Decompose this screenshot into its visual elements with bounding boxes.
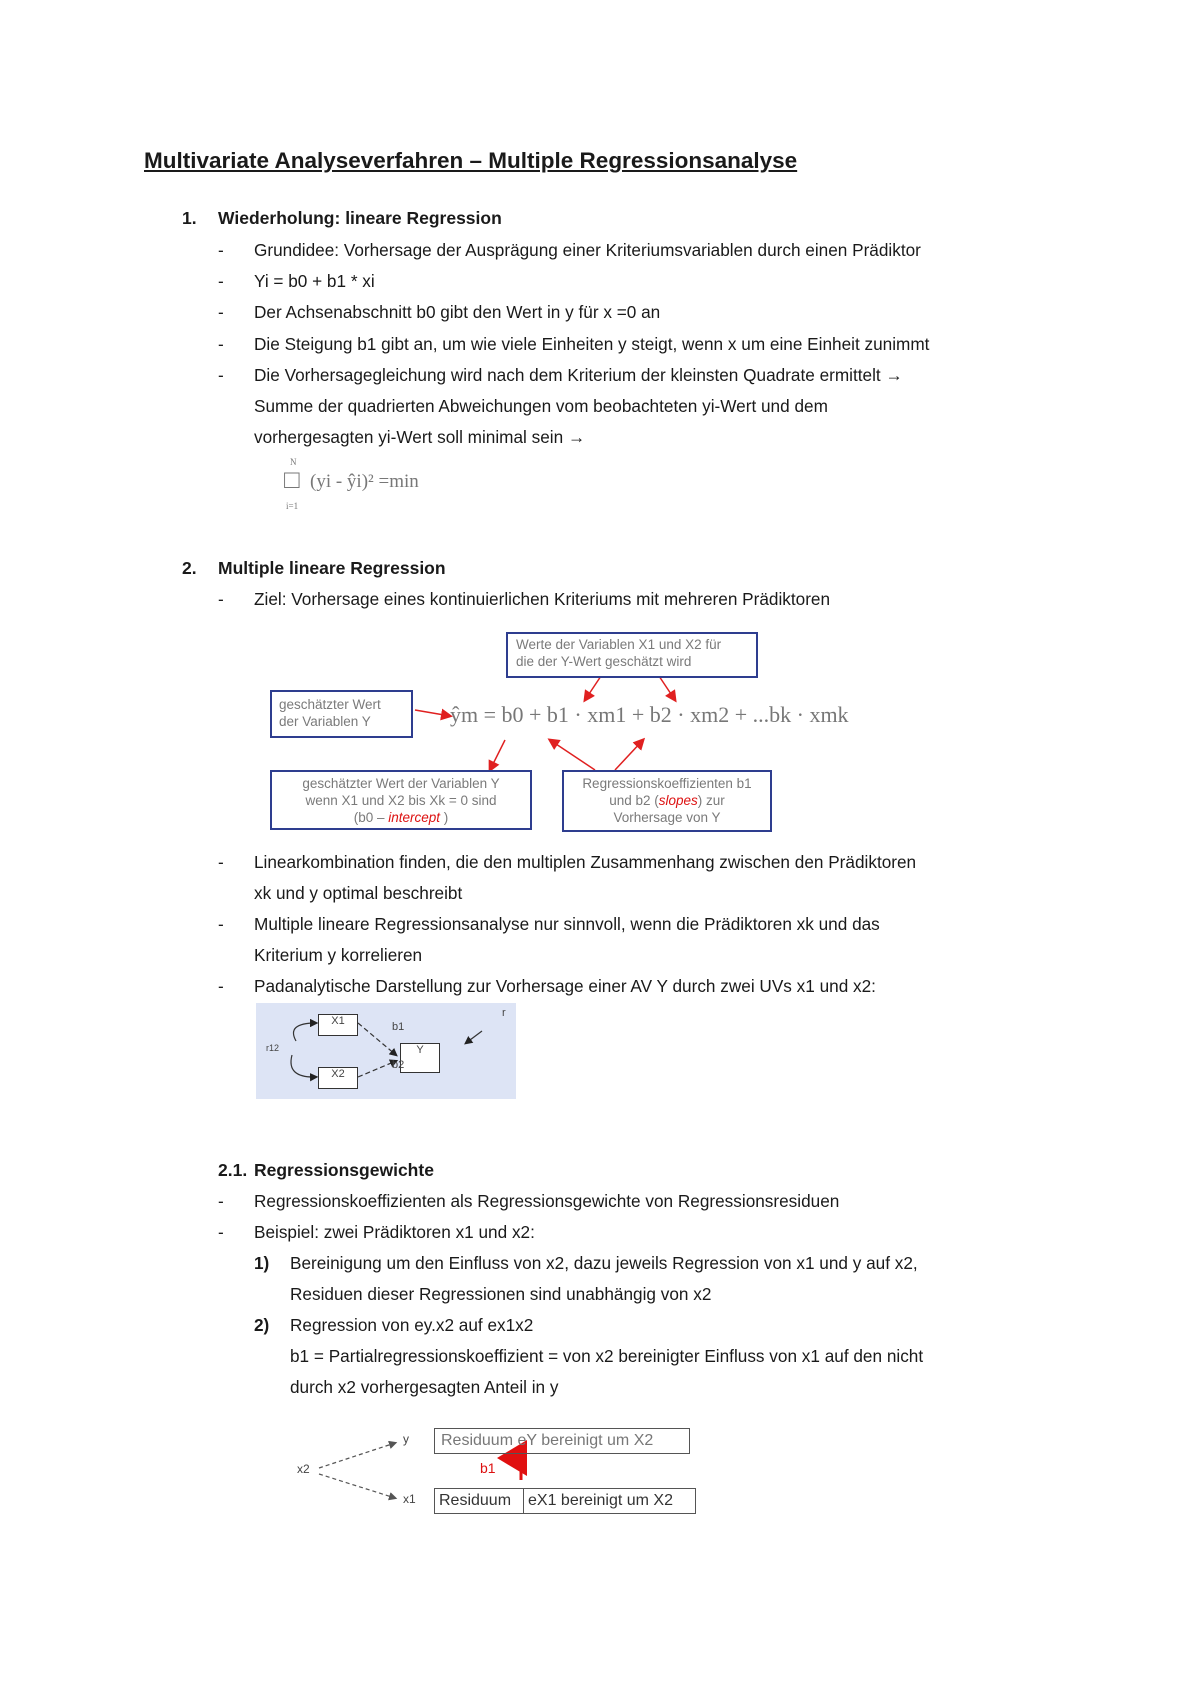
intercept-label: intercept: [388, 810, 441, 825]
bullet-dash: -: [218, 1191, 224, 1211]
step2-line3: durch x2 vorhergesagten Anteil in y: [290, 1377, 559, 1397]
box-bl-line1: geschätzter Wert der Variablen Y: [302, 776, 500, 791]
box-bl-line2: wenn X1 und X2 bis Xk = 0 sind: [305, 793, 497, 808]
node-x1: X1: [318, 1014, 358, 1036]
step1-line1: Bereinigung um den Einfluss von x2, dazu jeweils Regression von x1 und y auf x2,: [290, 1253, 918, 1273]
sum-lower-limit: i=1: [286, 501, 299, 511]
label-x2: x2: [297, 1462, 310, 1476]
path-diagram: [256, 1003, 516, 1099]
page-title: Multivariate Analyseverfahren – Multiple Regressionsanalyse: [144, 148, 798, 173]
box-estimated-value: [270, 690, 413, 738]
section1-number: 1.: [182, 208, 197, 228]
sum-upper-limit: N: [290, 457, 297, 467]
bullet-dash: -: [218, 334, 224, 354]
box-intercept: [270, 770, 532, 830]
s1-bullet-5-cont: Summe der quadrierten Abweichungen vom beobachteten yi-Wert und dem: [254, 396, 828, 416]
bullet-dash: -: [218, 240, 224, 260]
section1-heading: Wiederholung: lineare Regression: [218, 208, 502, 228]
box-br-line2: und b2 (slopes) zur: [609, 793, 725, 808]
s2-bullet-3: Padanalytische Darstellung zur Vorhersage einer AV Y durch zwei UVs x1 und x2:: [254, 976, 876, 996]
regression-equation: ŷm = b0 + b1 · xm1 + b2 · xm2 + ...bk · xmk: [450, 702, 849, 727]
s2-goal: Ziel: Vorhersage eines kontinuierlichen Kriteriums mit mehreren Prädiktoren: [254, 589, 831, 609]
step1-line2: Residuen dieser Regressionen sind unabhängig von x2: [290, 1284, 712, 1304]
label-b1: b1: [392, 1021, 405, 1033]
box-left-line2: der Variablen Y: [279, 714, 371, 729]
regression-equation-diagram: [265, 630, 849, 835]
bullet-dash: -: [218, 914, 224, 934]
node-x2: X2: [318, 1067, 358, 1089]
box-variable-values: [506, 632, 758, 678]
section21-heading: Regressionsgewichte: [254, 1160, 434, 1180]
residual-diagram: [295, 1418, 715, 1518]
box-br-line1: Regressionskoeffizienten b1: [582, 776, 752, 791]
node-y: Y: [400, 1043, 440, 1073]
s1-bullet-5-cont2: vorhergesagten yi-Wert soll minimal sein →: [254, 427, 586, 447]
section2-heading: Multiple lineare Regression: [218, 558, 446, 578]
box-left-line1: geschätzter Wert: [279, 697, 381, 712]
label-b1-red: b1: [480, 1460, 496, 1476]
box-top-line2: die der Y-Wert geschätzt wird: [516, 654, 692, 669]
bullet-dash: -: [218, 589, 224, 609]
box-bl-line3: (b0 – intercept ): [353, 810, 449, 825]
section2-number: 2.: [182, 558, 197, 578]
bullet-dash: -: [218, 852, 224, 872]
box-residual-right: eX1 bereinigt um X2: [524, 1488, 696, 1514]
s21-bullet-1: Regressionskoeffizienten als Regressionsgewichte von Regressionsresiduen: [254, 1191, 840, 1211]
box-residual-left: Residuum: [434, 1488, 524, 1514]
step2-line2: b1 = Partialregressionskoeffizient = von x2 bereinigter Einfluss von x1 auf den nicht: [290, 1346, 924, 1366]
slopes-label: slopes: [658, 793, 698, 808]
s2-bullet-1-cont: xk und y optimal beschreibt: [254, 883, 463, 903]
s2-bullet-2: Multiple lineare Regressionsanalyse nur sinnvoll, wenn die Prädiktoren xk und das: [254, 914, 880, 934]
label-y: y: [403, 1432, 409, 1446]
step2-number: 2): [254, 1315, 270, 1335]
s1-bullet-2: Yi = b0 + b1 * xi: [254, 271, 375, 291]
label-r12: r12: [266, 1043, 280, 1053]
box-br-line3: Vorhersage von Y: [613, 810, 721, 825]
s2-bullet-1: Linearkombination finden, die den multiplen Zusammenhang zwischen den Prädiktoren: [254, 852, 917, 872]
s2-bullet-2-cont: Kriterium y korrelieren: [254, 945, 423, 965]
box-top-line1: Werte der Variablen X1 und X2 für: [516, 637, 722, 652]
least-squares-formula: [264, 455, 464, 517]
box-residual-y: Residuum eY bereinigt um X2: [434, 1428, 690, 1454]
section21-number: 2.1.: [218, 1160, 248, 1180]
path-diagram-lines: [256, 1003, 516, 1099]
box-slopes: [562, 770, 772, 832]
s1-bullet-3: Der Achsenabschnitt b0 gibt den Wert in y für x =0 an: [254, 302, 661, 322]
bullet-dash: -: [218, 271, 224, 291]
label-x1: x1: [403, 1492, 416, 1506]
sum-symbol: □: [284, 465, 300, 494]
formula-body: (yi - ŷi)² =min: [310, 471, 419, 492]
step2-line1: Regression von ey.x2 auf ex1x2: [290, 1315, 534, 1335]
bullet-dash: -: [218, 365, 224, 385]
bullet-dash: -: [218, 302, 224, 322]
label-b2: b2: [392, 1059, 405, 1071]
s1-bullet-1: Grundidee: Vorhersage der Ausprägung einer Kriteriumsvariablen durch einen Prädiktor: [254, 240, 921, 260]
label-residual: r: [502, 1007, 506, 1019]
bullet-dash: -: [218, 976, 224, 996]
step1-number: 1): [254, 1253, 270, 1273]
bullet-dash: -: [218, 1222, 224, 1242]
s1-bullet-5: Die Vorhersagegleichung wird nach dem Kriterium der kleinsten Quadrate ermittelt →: [254, 365, 903, 385]
s1-bullet-4: Die Steigung b1 gibt an, um wie viele Einheiten y steigt, wenn x um eine Einheit zunimmt: [254, 334, 930, 354]
s21-bullet-2: Beispiel: zwei Prädiktoren x1 und x2:: [254, 1222, 535, 1242]
